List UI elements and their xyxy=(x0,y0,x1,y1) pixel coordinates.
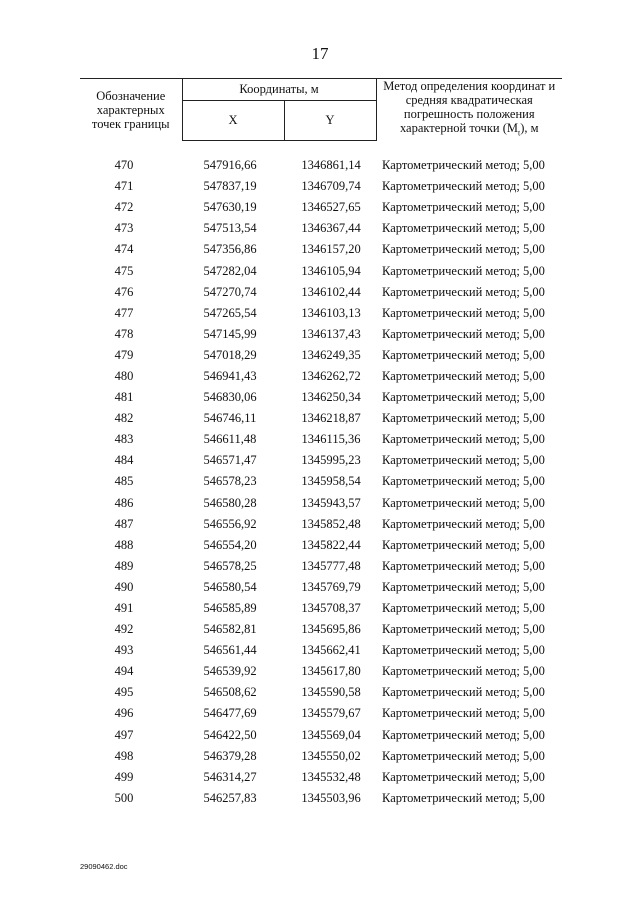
table-row xyxy=(80,176,562,197)
table-row xyxy=(80,788,562,809)
point-id-cell: 476 xyxy=(114,284,134,299)
x-coordinate-cell: 547513,54 xyxy=(203,221,257,236)
y-coordinate-cell: 1346115,36 xyxy=(301,432,361,447)
x-coordinate-cell: 546830,06 xyxy=(203,390,257,405)
y-coordinate-cell: 1346102,44 xyxy=(301,284,361,299)
method-cell: Картометрический метод; 5,00 xyxy=(382,242,545,257)
table-row xyxy=(80,471,562,492)
x-coordinate-cell: 546379,28 xyxy=(203,748,257,763)
point-id-cell: 473 xyxy=(114,221,134,236)
x-coordinate-cell: 547018,29 xyxy=(203,347,257,362)
x-coordinate-cell: 546556,92 xyxy=(203,516,257,531)
x-coordinate-cell: 547837,19 xyxy=(203,179,257,194)
table-row xyxy=(80,767,562,788)
method-cell: Картометрический метод; 5,00 xyxy=(382,685,545,700)
x-coordinate-cell: 546746,11 xyxy=(203,411,257,426)
y-coordinate-cell: 1346103,13 xyxy=(301,305,361,320)
x-coordinate-cell: 546554,20 xyxy=(203,537,257,552)
table-row xyxy=(80,282,562,303)
point-id-cell: 471 xyxy=(114,179,134,194)
header-coordinates: Координаты, м xyxy=(182,79,376,101)
y-coordinate-cell: 1345503,96 xyxy=(301,790,361,805)
y-coordinate-cell: 1346105,94 xyxy=(301,263,361,278)
point-id-cell: 491 xyxy=(114,601,134,616)
method-cell: Картометрический метод; 5,00 xyxy=(382,622,545,637)
method-cell: Картометрический метод; 5,00 xyxy=(382,516,545,531)
table-row xyxy=(80,661,562,682)
method-cell: Картометрический метод; 5,00 xyxy=(382,790,545,805)
x-coordinate-cell: 547356,86 xyxy=(203,242,257,257)
point-id-cell: 470 xyxy=(114,158,134,173)
table-row xyxy=(80,345,562,366)
header-method-sub: t xyxy=(518,128,521,138)
table-row xyxy=(80,218,562,239)
method-cell: Картометрический метод; 5,00 xyxy=(382,411,545,426)
method-cell: Картометрический метод; 5,00 xyxy=(382,158,545,173)
x-coordinate-cell: 546941,43 xyxy=(203,368,257,383)
x-coordinate-cell: 547916,66 xyxy=(203,158,257,173)
point-id-cell: 494 xyxy=(114,664,134,679)
x-coordinate-cell: 547630,19 xyxy=(203,200,257,215)
header-method-tail: ), м xyxy=(520,121,539,135)
method-cell: Картометрический метод; 5,00 xyxy=(382,390,545,405)
x-coordinate-cell: 546571,47 xyxy=(203,453,257,468)
header-method-main: Метод определения координат и средняя квадратическая погрешность положения характерной точки (M xyxy=(383,79,556,135)
method-cell: Картометрический метод; 5,00 xyxy=(382,769,545,784)
y-coordinate-cell: 1345695,86 xyxy=(301,622,361,637)
point-id-cell: 486 xyxy=(114,495,134,510)
point-id-cell: 495 xyxy=(114,685,134,700)
method-cell: Картометрический метод; 5,00 xyxy=(382,453,545,468)
point-id-cell: 487 xyxy=(114,516,134,531)
y-coordinate-cell: 1345532,48 xyxy=(301,769,361,784)
method-cell: Картометрический метод; 5,00 xyxy=(382,748,545,763)
y-coordinate-cell: 1345822,44 xyxy=(301,537,361,552)
point-id-cell: 500 xyxy=(114,790,134,805)
method-cell: Картометрический метод; 5,00 xyxy=(382,368,545,383)
table-row xyxy=(80,577,562,598)
method-cell: Картометрический метод; 5,00 xyxy=(382,558,545,573)
table-spacer xyxy=(80,141,562,156)
table-row xyxy=(80,619,562,640)
y-coordinate-cell: 1346527,65 xyxy=(301,200,361,215)
method-cell: Картометрический метод; 5,00 xyxy=(382,474,545,489)
x-coordinate-cell: 546582,81 xyxy=(203,622,257,637)
method-cell: Картометрический метод; 5,00 xyxy=(382,179,545,194)
method-cell: Картометрический метод; 5,00 xyxy=(382,263,545,278)
table-body xyxy=(80,141,562,809)
y-coordinate-cell: 1345852,48 xyxy=(301,516,361,531)
x-coordinate-cell: 546477,69 xyxy=(203,706,257,721)
point-id-cell: 475 xyxy=(114,263,134,278)
table-row xyxy=(80,703,562,724)
method-cell: Картометрический метод; 5,00 xyxy=(382,579,545,594)
x-coordinate-cell: 546508,62 xyxy=(203,685,257,700)
y-coordinate-cell: 1345769,79 xyxy=(301,579,361,594)
x-coordinate-cell: 546561,44 xyxy=(203,643,257,658)
y-coordinate-cell: 1346218,87 xyxy=(301,411,361,426)
y-coordinate-cell: 1345590,58 xyxy=(301,685,361,700)
method-cell: Картометрический метод; 5,00 xyxy=(382,326,545,341)
point-id-cell: 490 xyxy=(114,579,134,594)
y-coordinate-cell: 1346262,72 xyxy=(301,368,361,383)
table-row xyxy=(80,197,562,218)
y-coordinate-cell: 1345995,23 xyxy=(301,453,361,468)
table-row xyxy=(80,493,562,514)
y-coordinate-cell: 1346367,44 xyxy=(301,221,361,236)
method-cell: Картометрический метод; 5,00 xyxy=(382,305,545,320)
y-coordinate-cell: 1345958,54 xyxy=(301,474,361,489)
x-coordinate-cell: 546611,48 xyxy=(203,432,257,447)
table-row xyxy=(80,387,562,408)
y-coordinate-cell: 1345579,67 xyxy=(301,706,361,721)
method-cell: Картометрический метод; 5,00 xyxy=(382,537,545,552)
y-coordinate-cell: 1345550,02 xyxy=(301,748,361,763)
table-row xyxy=(80,514,562,535)
table-row xyxy=(80,366,562,387)
x-coordinate-cell: 546578,23 xyxy=(203,474,257,489)
x-coordinate-cell: 546539,92 xyxy=(203,664,257,679)
point-id-cell: 499 xyxy=(114,769,134,784)
x-coordinate-cell: 547145,99 xyxy=(203,326,257,341)
y-coordinate-cell: 1346861,14 xyxy=(301,158,361,173)
point-id-cell: 477 xyxy=(114,305,134,320)
table-row xyxy=(80,640,562,661)
point-id-cell: 479 xyxy=(114,347,134,362)
point-id-cell: 474 xyxy=(114,242,134,257)
point-id-cell: 497 xyxy=(114,727,134,742)
point-id-cell: 485 xyxy=(114,474,134,489)
x-coordinate-cell: 547270,74 xyxy=(203,284,257,299)
page-number: 17 xyxy=(311,44,329,63)
point-id-cell: 484 xyxy=(114,453,134,468)
y-coordinate-cell: 1346249,35 xyxy=(301,347,361,362)
header-method xyxy=(376,79,562,141)
table-row xyxy=(80,239,562,260)
method-cell: Картометрический метод; 5,00 xyxy=(382,432,545,447)
x-coordinate-cell: 547265,54 xyxy=(203,305,257,320)
footer-file-name: 29090462.doc xyxy=(80,862,128,871)
table-row xyxy=(80,324,562,345)
point-id-cell: 483 xyxy=(114,432,134,447)
table-row xyxy=(80,303,562,324)
method-cell: Картометрический метод; 5,00 xyxy=(382,727,545,742)
y-coordinate-cell: 1345617,80 xyxy=(301,664,361,679)
coordinates-table xyxy=(80,78,562,809)
method-cell: Картометрический метод; 5,00 xyxy=(382,200,545,215)
point-id-cell: 472 xyxy=(114,200,134,215)
point-id-cell: 481 xyxy=(114,390,134,405)
y-coordinate-cell: 1346250,34 xyxy=(301,390,361,405)
header-point-id: Обозначение характерных точек границы xyxy=(80,79,182,141)
point-id-cell: 482 xyxy=(114,411,134,426)
y-coordinate-cell: 1346137,43 xyxy=(301,326,361,341)
x-coordinate-cell: 546257,83 xyxy=(203,790,257,805)
y-coordinate-cell: 1346157,20 xyxy=(301,242,361,257)
point-id-cell: 492 xyxy=(114,622,134,637)
table-row xyxy=(80,556,562,577)
point-id-cell: 496 xyxy=(114,706,134,721)
table-row xyxy=(80,535,562,556)
point-id-cell: 498 xyxy=(114,748,134,763)
method-cell: Картометрический метод; 5,00 xyxy=(382,495,545,510)
point-id-cell: 480 xyxy=(114,368,134,383)
table-row xyxy=(80,682,562,703)
table-row xyxy=(80,725,562,746)
method-cell: Картометрический метод; 5,00 xyxy=(382,284,545,299)
x-coordinate-cell: 546578,25 xyxy=(203,558,257,573)
method-cell: Картометрический метод; 5,00 xyxy=(382,347,545,362)
table-row xyxy=(80,746,562,767)
method-cell: Картометрический метод; 5,00 xyxy=(382,643,545,658)
method-cell: Картометрический метод; 5,00 xyxy=(382,601,545,616)
point-id-cell: 488 xyxy=(114,537,134,552)
y-coordinate-cell: 1346709,74 xyxy=(301,179,361,194)
method-cell: Картометрический метод; 5,00 xyxy=(382,664,545,679)
y-coordinate-cell: 1345569,04 xyxy=(301,727,361,742)
table-row xyxy=(80,429,562,450)
x-coordinate-cell: 546314,27 xyxy=(203,769,257,784)
table-row xyxy=(80,450,562,471)
header-x: X xyxy=(182,100,284,140)
point-id-cell: 493 xyxy=(114,643,134,658)
header-y: Y xyxy=(284,100,376,140)
x-coordinate-cell: 546422,50 xyxy=(203,727,257,742)
method-cell: Картометрический метод; 5,00 xyxy=(382,221,545,236)
table-row xyxy=(80,260,562,281)
table-header xyxy=(80,79,562,141)
y-coordinate-cell: 1345943,57 xyxy=(301,495,361,510)
point-id-cell: 478 xyxy=(114,326,134,341)
y-coordinate-cell: 1345777,48 xyxy=(301,558,361,573)
table-row xyxy=(80,598,562,619)
x-coordinate-cell: 546580,28 xyxy=(203,495,257,510)
y-coordinate-cell: 1345708,37 xyxy=(301,601,361,616)
x-coordinate-cell: 547282,04 xyxy=(203,263,257,278)
table-row xyxy=(80,408,562,429)
point-id-cell: 489 xyxy=(114,558,134,573)
x-coordinate-cell: 546580,54 xyxy=(203,579,257,594)
x-coordinate-cell: 546585,89 xyxy=(203,601,257,616)
y-coordinate-cell: 1345662,41 xyxy=(301,643,361,658)
table-row xyxy=(80,155,562,176)
method-cell: Картометрический метод; 5,00 xyxy=(382,706,545,721)
